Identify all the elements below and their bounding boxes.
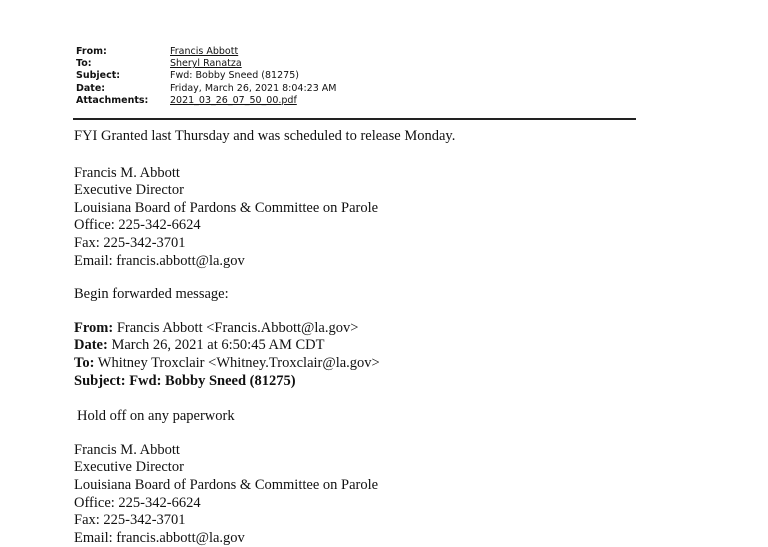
header-subject-value: Fwd: Bobby Sneed (81275) <box>170 70 299 82</box>
header-from-link[interactable]: Francis Abbott <box>170 46 239 57</box>
message-text: Hold off on any paperwork <box>77 408 235 425</box>
forwarded-from-label: From: <box>74 319 114 336</box>
header-divider <box>73 118 636 120</box>
header-from-label: From: <box>76 46 107 57</box>
forwarded-date-row <box>74 337 694 355</box>
signature-fax: Fax: 225-342-3701 <box>74 512 186 529</box>
forwarded-date-label: Date: <box>74 337 108 354</box>
signature-block-1 <box>74 165 694 271</box>
header-subject-label: Subject: <box>76 70 121 82</box>
signature-name: Francis M. Abbott <box>74 441 180 458</box>
forwarded-to-row <box>74 355 694 373</box>
header-subject-row <box>76 70 336 82</box>
header-to-row <box>76 58 336 70</box>
forwarded-subject-value: Fwd: Bobby Sneed (81275) <box>125 372 296 389</box>
header-to-label: To: <box>76 58 92 70</box>
signature-email: Email: francis.abbott@la.gov <box>74 252 245 269</box>
signature-org: Louisiana Board of Pardons & Committee on Parole <box>74 476 379 493</box>
forwarded-date-value: March 26, 2021 at 6:50:45 AM CDT <box>107 337 325 354</box>
signature-email: Email: francis.abbott@la.gov <box>74 529 245 546</box>
signature-name: Francis M. Abbott <box>74 164 180 181</box>
header-date-value: Friday, March 26, 2021 8:04:23 AM <box>170 82 337 94</box>
header-attachments-label: Attachments: <box>76 94 149 106</box>
header-date-row <box>76 83 336 95</box>
forwarded-from-row <box>74 320 694 338</box>
begin-forwarded-text: Begin forwarded message: <box>74 286 229 303</box>
forwarded-subject-label: Subject: <box>74 372 126 389</box>
email-header <box>76 46 336 107</box>
forwarded-from-value: Francis Abbott <Francis.Abbott@la.gov> <box>113 319 359 336</box>
signature-office: Office: 225-342-6624 <box>74 217 201 234</box>
signature-org: Louisiana Board of Pardons & Committee on Parole <box>74 199 379 216</box>
attachment-link[interactable]: 2021_03_26_07_50_00.pdf <box>170 94 297 106</box>
signature-title: Executive Director <box>74 182 184 199</box>
forwarded-to-label: To: <box>74 354 95 371</box>
forwarded-header <box>74 320 694 390</box>
signature-title: Executive Director <box>74 459 184 476</box>
email-body <box>74 128 694 547</box>
signature-fax: Fax: 225-342-3701 <box>74 234 186 251</box>
forwarded-to-value: Whitney Troxclair <Whitney.Troxclair@la.gov> <box>94 354 380 371</box>
header-attachments-row <box>76 95 336 107</box>
forwarded-subject-row <box>74 373 694 391</box>
header-date-label: Date: <box>76 82 106 94</box>
intro-text: FYI Granted last Thursday and was scheduled to release Monday. <box>74 128 456 144</box>
signature-block-2 <box>74 442 694 547</box>
signature-office: Office: 225-342-6624 <box>74 494 201 511</box>
header-to-link[interactable]: Sheryl Ranatza <box>170 58 242 70</box>
header-from-row <box>76 46 336 58</box>
